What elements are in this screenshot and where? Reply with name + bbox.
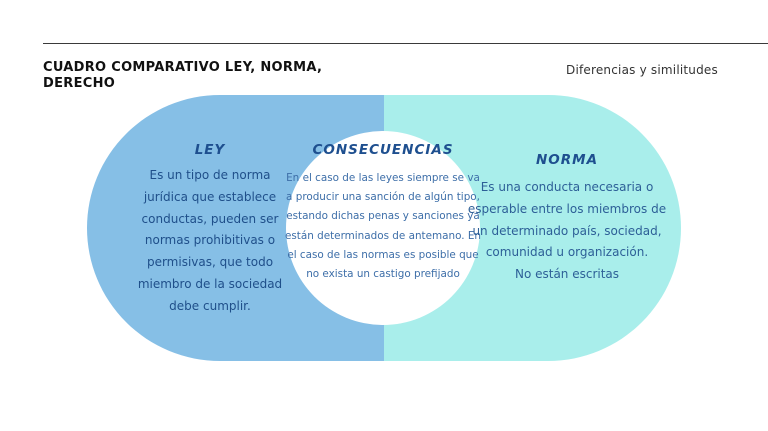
ley-description: Es un tipo de norma jurídica que establece conductas, pueden ser normas prohibitivas o permisivas, que todo miembro de la sociedad debe cumplir.	[137, 168, 283, 313]
consecuencias-description: En el caso de las leyes siempre se va a producir una sanción de algún tipo, estando dichas penas y sanciones ya están determinados de antemano. En el caso de las normas es posible que no exista un castigo prefijado	[284, 172, 482, 281]
norma-description: Es una conducta necesaria o esperable entre los miembros de un determinado país, sociedad, comunidad u organización.	[467, 180, 667, 260]
norma-note: No están escritas	[514, 267, 620, 282]
norma-heading: NORMA	[535, 152, 599, 168]
page-subtitle: Diferencias y similitudes	[566, 63, 718, 77]
header-divider	[43, 43, 768, 44]
consecuencias-heading: CONSECUENCIAS	[312, 142, 454, 158]
ley-heading: LEY	[194, 142, 226, 158]
page-title: CUADRO COMPARATIVO LEY, NORMA, DERECHO	[43, 60, 323, 91]
norma-description-block	[462, 177, 672, 286]
